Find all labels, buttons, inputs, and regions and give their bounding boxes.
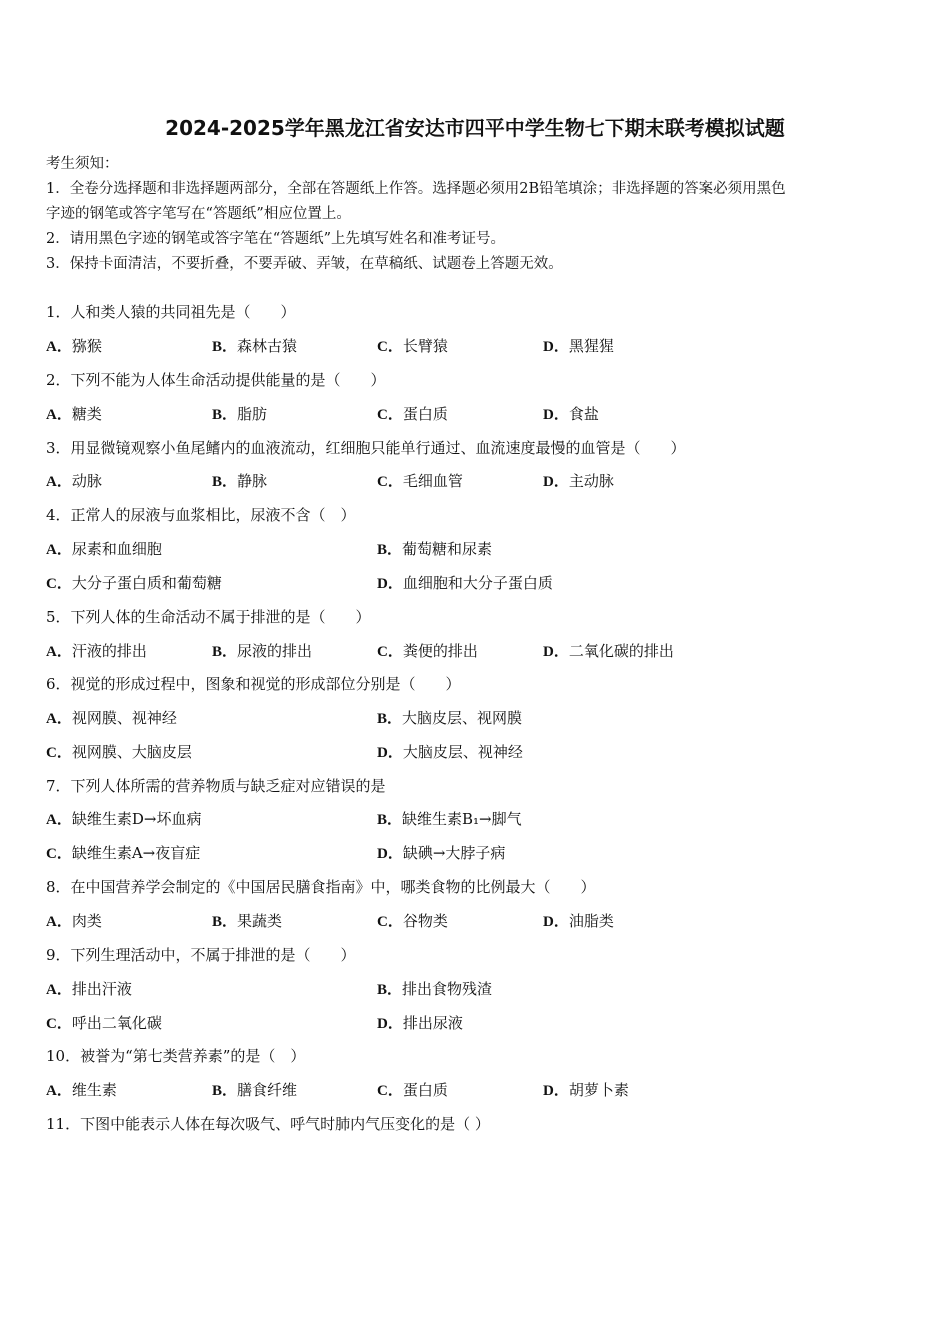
notice-heading: 考生须知： — [46, 156, 119, 172]
option-d: D．缺碘→大脖子病 — [377, 844, 506, 862]
option-d: D．黑猩猩 — [543, 337, 614, 355]
options-row — [46, 910, 906, 932]
options-row — [46, 538, 906, 560]
option-a: A．缺维生素D→坏血病 — [46, 810, 202, 828]
option-a: A．猕猴 — [46, 337, 102, 355]
option-a: A．肉类 — [46, 912, 102, 930]
option-c: C．大分子蛋白质和葡萄糖 — [46, 574, 222, 592]
options-row — [46, 572, 906, 594]
option-b: B．排出食物残渣 — [377, 980, 493, 998]
option-b: B．脂肪 — [212, 405, 268, 423]
option-a: A．排出汗液 — [46, 980, 132, 998]
options-row — [46, 470, 906, 492]
options-row — [46, 707, 906, 729]
question-stem: 1．人和类人猿的共同祖先是（ ） — [46, 303, 296, 321]
options-row — [46, 741, 906, 763]
question-stem: 7．下列人体所需的营养物质与缺乏症对应错误的是 — [46, 777, 386, 795]
option-b: B．葡萄糖和尿素 — [377, 540, 493, 558]
option-b: B．尿液的排出 — [212, 642, 313, 660]
option-a: A．动脉 — [46, 472, 102, 490]
question-stem: 9．下列生理活动中，不属于排泄的是（ ） — [46, 946, 356, 964]
option-d: D．食盐 — [543, 405, 599, 423]
option-d: D．主动脉 — [543, 472, 614, 490]
notice-section — [46, 152, 906, 277]
option-b: B．果蔬类 — [212, 912, 283, 930]
option-d: D．油脂类 — [543, 912, 614, 930]
option-c: C．谷物类 — [377, 912, 448, 930]
option-b: B．静脉 — [212, 472, 268, 490]
notice-line: 字迹的钢笔或答字笔写在“答题纸”相应位置上。 — [46, 206, 351, 222]
option-d: D．二氧化碳的排出 — [543, 642, 674, 660]
question-stem: 2．下列不能为人体生命活动提供能量的是（ ） — [46, 371, 386, 389]
option-c: C．粪便的排出 — [377, 642, 478, 660]
options-row — [46, 808, 906, 830]
option-d: D．血细胞和大分子蛋白质 — [377, 574, 553, 592]
option-b: B．大脑皮层、视网膜 — [377, 709, 523, 727]
question-stem: 10．被誉为“第七类营养素”的是（ ） — [46, 1047, 306, 1065]
options-row — [46, 842, 906, 864]
option-c: C．长臂猿 — [377, 337, 448, 355]
question-stem: 5．下列人体的生命活动不属于排泄的是（ ） — [46, 608, 371, 626]
option-d: D．大脑皮层、视神经 — [377, 743, 523, 761]
question-stem: 8．在中国营养学会制定的《中国居民膳食指南》中，哪类食物的比例最大（ ） — [46, 878, 596, 896]
option-a: A．汗液的排出 — [46, 642, 147, 660]
notice-line: 1．全卷分选择题和非选择题两部分，全部在答题纸上作答。选择题必须用2B铅笔填涂；非选择题的答案必须用黑色 — [46, 181, 786, 197]
notice-line: 3．保持卡面清洁，不要折叠，不要弄破、弄皱，在草稿纸、试题卷上答题无效。 — [46, 256, 563, 272]
option-a: A．视网膜、视神经 — [46, 709, 177, 727]
option-b: B．膳食纤维 — [212, 1081, 298, 1099]
option-c: C．毛细血管 — [377, 472, 463, 490]
options-row — [46, 403, 906, 425]
option-b: B．森林古猿 — [212, 337, 298, 355]
question-stem: 6．视觉的形成过程中，图象和视觉的形成部位分别是（ ） — [46, 675, 461, 693]
option-c: C．视网膜、大脑皮层 — [46, 743, 192, 761]
option-c: C．蛋白质 — [377, 405, 448, 423]
option-a: A．糖类 — [46, 405, 102, 423]
question-stem: 4．正常人的尿液与血浆相比，尿液不含（ ） — [46, 506, 356, 524]
notice-line: 2．请用黑色字迹的钢笔或答字笔在“答题纸”上先填写姓名和准考证号。 — [46, 231, 506, 247]
option-b: B．缺维生素B₁→脚气 — [377, 810, 522, 828]
options-row — [46, 1079, 906, 1101]
option-c: C．呼出二氧化碳 — [46, 1014, 162, 1032]
option-d: D．排出尿液 — [377, 1014, 463, 1032]
question-stem: 11．下图中能表示人体在每次吸气、呼气时肺内气压变化的是（ ） — [46, 1115, 490, 1133]
options-row — [46, 640, 906, 662]
options-row — [46, 335, 906, 357]
question-stem: 3．用显微镜观察小鱼尾鳍内的血液流动，红细胞只能单行通过、血流速度最慢的血管是（ ） — [46, 439, 686, 457]
option-a: A．尿素和血细胞 — [46, 540, 162, 558]
option-a: A．维生素 — [46, 1081, 117, 1099]
options-row — [46, 978, 906, 1000]
option-d: D．胡萝卜素 — [543, 1081, 629, 1099]
option-c: C．蛋白质 — [377, 1081, 448, 1099]
options-row — [46, 1012, 906, 1034]
page-title: 2024-2025学年黑龙江省安达市四平中学生物七下期末联考模拟试题 — [165, 116, 785, 140]
option-c: C．缺维生素A→夜盲症 — [46, 844, 201, 862]
